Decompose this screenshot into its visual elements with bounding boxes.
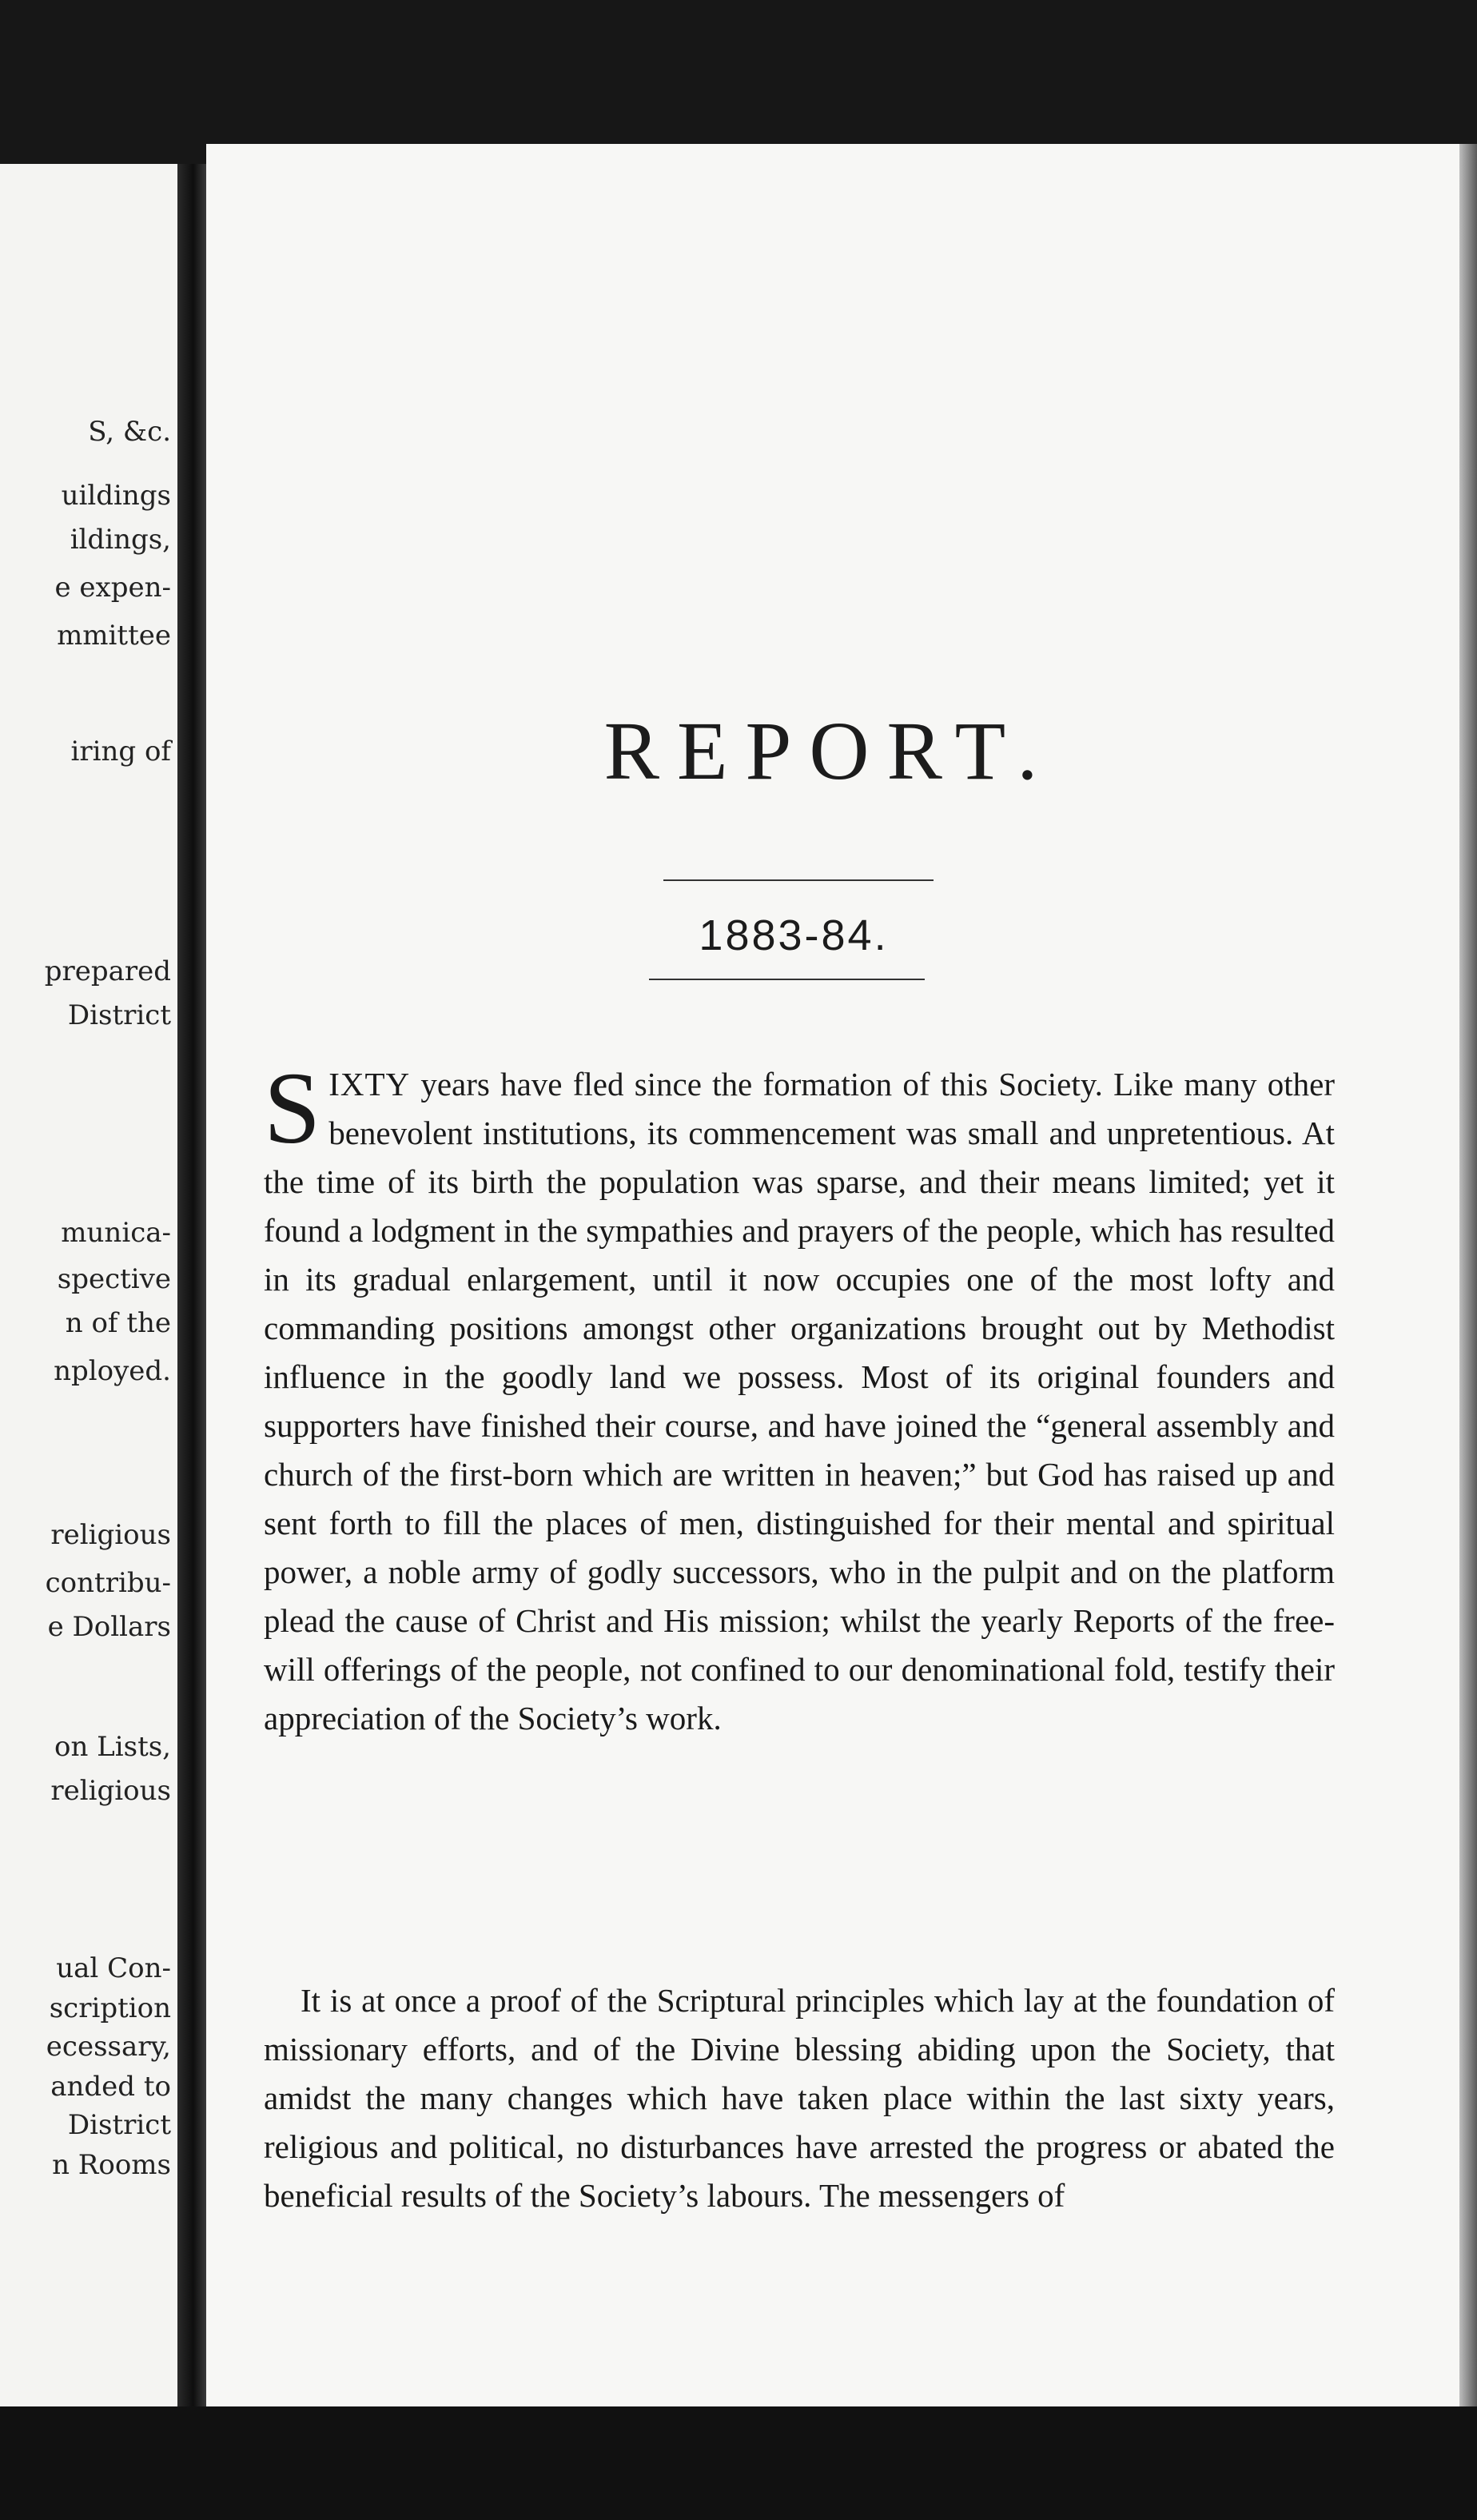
left-page-line: iring of xyxy=(70,736,171,768)
title-rule-bottom xyxy=(649,979,925,980)
paragraph-1 xyxy=(264,1051,1335,1743)
left-page-line: e Dollars xyxy=(47,1611,171,1643)
paragraph-2-text: It is at once a proof of the Scriptural principles which lay at the foundation of missionary efforts, and of the Divine blessing abiding upon the Society, that amidst the many changes which have taken place within the last sixty years, religious and political, no disturbances have arrested the progress or abated the beneficial results of the Society’s labours. The messengers of xyxy=(264,1982,1335,2214)
left-page-line: munica- xyxy=(61,1217,171,1249)
left-page-line: prepared xyxy=(44,955,171,987)
left-page-line: religious xyxy=(50,1775,171,1807)
left-page-line: contribu- xyxy=(45,1567,171,1599)
left-page-line: uildings xyxy=(61,480,171,512)
left-page-line: spective xyxy=(57,1263,171,1295)
left-page-line: n Rooms xyxy=(52,2149,171,2181)
left-page-line: scription xyxy=(49,1992,171,2024)
left-page-line: ecessary, xyxy=(46,2031,171,2063)
left-page-line: nployed. xyxy=(54,1355,171,1387)
left-page-line: e expen- xyxy=(54,572,171,604)
book-gutter xyxy=(177,164,206,2406)
paragraph-1-lead: IXTY xyxy=(328,1066,411,1102)
paragraph-1-text: years have fled since the formation of this Society. Like many other benevolent institutions, its commencement was small and unpretentious. At the time of its birth the population was sparse, and their means limited; yet it found a lodgment in the sympathies and prayers of the people, which has resulted in its gradual enlargement, until it now occupies one of the most lofty and commanding positions amongst other organizations brought out by Methodist influence in the goodly land we possess. Most of its original founders and supporters have finished their course, and have joined the “general assembly and church of the first-born which are written in heaven;” but God has raised up and sent forth to fill the places of men, distinguished for their mental and spiritual power, a noble army of godly successors, who in the pulpit and on the platform plead the cause of Christ and His mission; whilst the yearly Reports of the free-will offerings of the people, not confined to our denominational fold, testify their appreciation of the Society’s work. xyxy=(264,1066,1335,1736)
left-page-line: on Lists, xyxy=(54,1731,171,1763)
left-page-line: District xyxy=(67,2109,171,2141)
page-edge xyxy=(1459,144,1477,2406)
scan-bottom-band xyxy=(0,2406,1477,2520)
left-page-line: ildings, xyxy=(70,524,171,556)
left-facing-page xyxy=(0,164,177,2406)
left-page-line: religious xyxy=(50,1519,171,1551)
left-page-line: mmittee xyxy=(57,620,171,652)
left-page-line: n of the xyxy=(65,1307,171,1339)
report-title: REPORT. xyxy=(603,705,1056,797)
left-page-line: anded to xyxy=(50,2071,171,2103)
title-rule-top xyxy=(663,879,934,881)
left-page-line: S, &c. xyxy=(88,416,171,448)
left-page-line: ual Con- xyxy=(56,1952,171,1984)
left-page-line: District xyxy=(67,999,171,1031)
drop-cap: S xyxy=(264,1051,321,1165)
report-year: 1883-84. xyxy=(699,911,889,959)
paragraph-2 xyxy=(264,1976,1335,2220)
